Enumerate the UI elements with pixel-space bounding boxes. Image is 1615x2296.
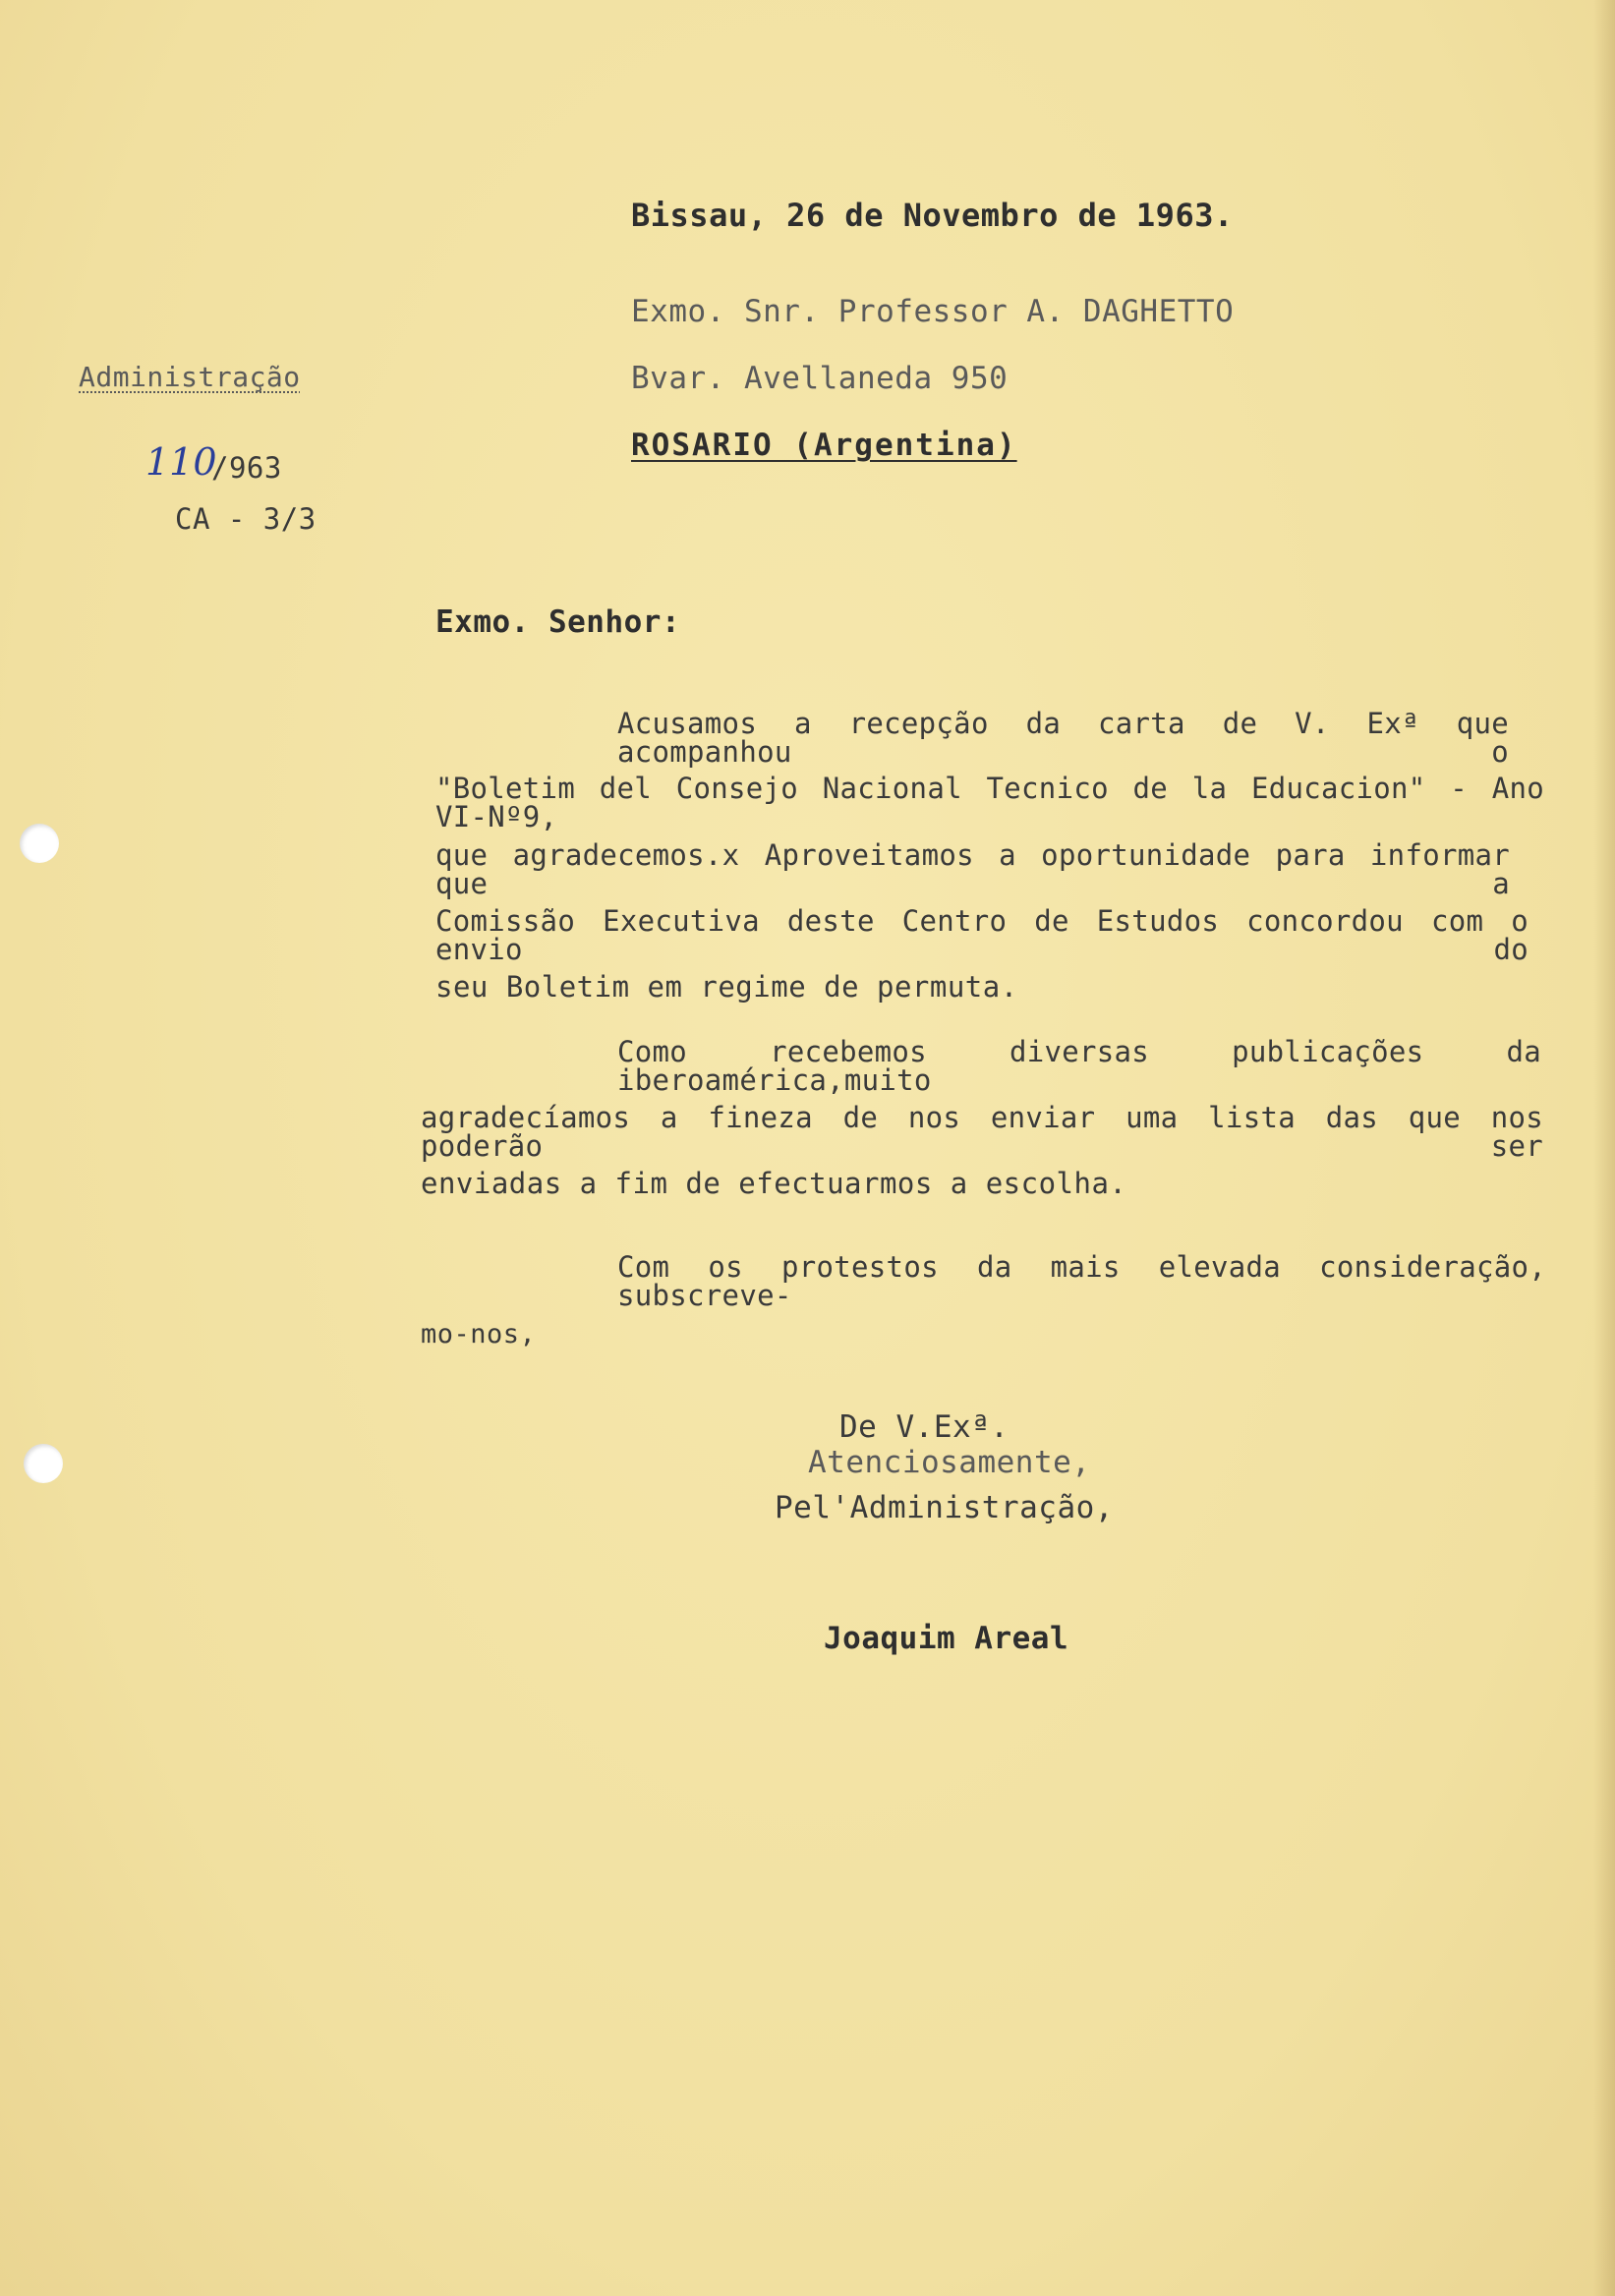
closing-line-3: Pel'Administração, — [775, 1490, 1114, 1525]
body-line-5: seu Boletim em regime de permuta. — [435, 970, 1018, 1004]
body-line-10: mo-nos, — [421, 1319, 537, 1349]
signature-name: Joaquim Areal — [824, 1621, 1069, 1656]
punch-hole-bottom — [24, 1444, 63, 1483]
body-line-3: que agradecemos.x Aproveitamos a oportunidade para informar que a — [435, 838, 1510, 900]
page-edge-shadow — [1593, 0, 1615, 2296]
recipient-line-2: Bvar. Avellaneda 950 — [631, 361, 1009, 396]
reference-year: /963 — [211, 451, 282, 485]
sender-department: Administração — [79, 361, 301, 393]
body-line-8: enviadas a fim de efectuarmos a escolha. — [421, 1167, 1127, 1200]
reference-code: CA - 3/3 — [175, 502, 317, 536]
body-line-6: Como recebemos diversas publicações da iberoamérica,muito — [617, 1035, 1541, 1097]
closing-line-1: De V.Exª. — [839, 1409, 1009, 1445]
body-line-4: Comissão Executiva deste Centro de Estudos concordou com o envio do — [435, 904, 1528, 966]
place-date: Bissau, 26 de Novembro de 1963. — [631, 197, 1234, 234]
closing-line-2: Atenciosamente, — [808, 1445, 1091, 1480]
body-line-2: "Boletim del Consejo Nacional Tecnico de la Educacion" - Ano VI-Nº9, — [435, 772, 1544, 833]
salutation: Exmo. Senhor: — [435, 604, 681, 640]
recipient-line-3: ROSARIO (Argentina) — [631, 428, 1017, 463]
body-line-7: agradecíamos a fineza de nos enviar uma lista das que nos poderão ser — [421, 1101, 1543, 1163]
handwritten-reference-number: 110 — [145, 440, 217, 484]
body-line-1: Acusamos a recepção da carta de V. Exª que acompanhou o — [617, 707, 1509, 769]
punch-hole-top — [20, 824, 59, 863]
body-line-9: Com os protestos da mais elevada consideração, subscreve- — [617, 1250, 1546, 1312]
recipient-line-1: Exmo. Snr. Professor A. DAGHETTO — [631, 294, 1235, 329]
